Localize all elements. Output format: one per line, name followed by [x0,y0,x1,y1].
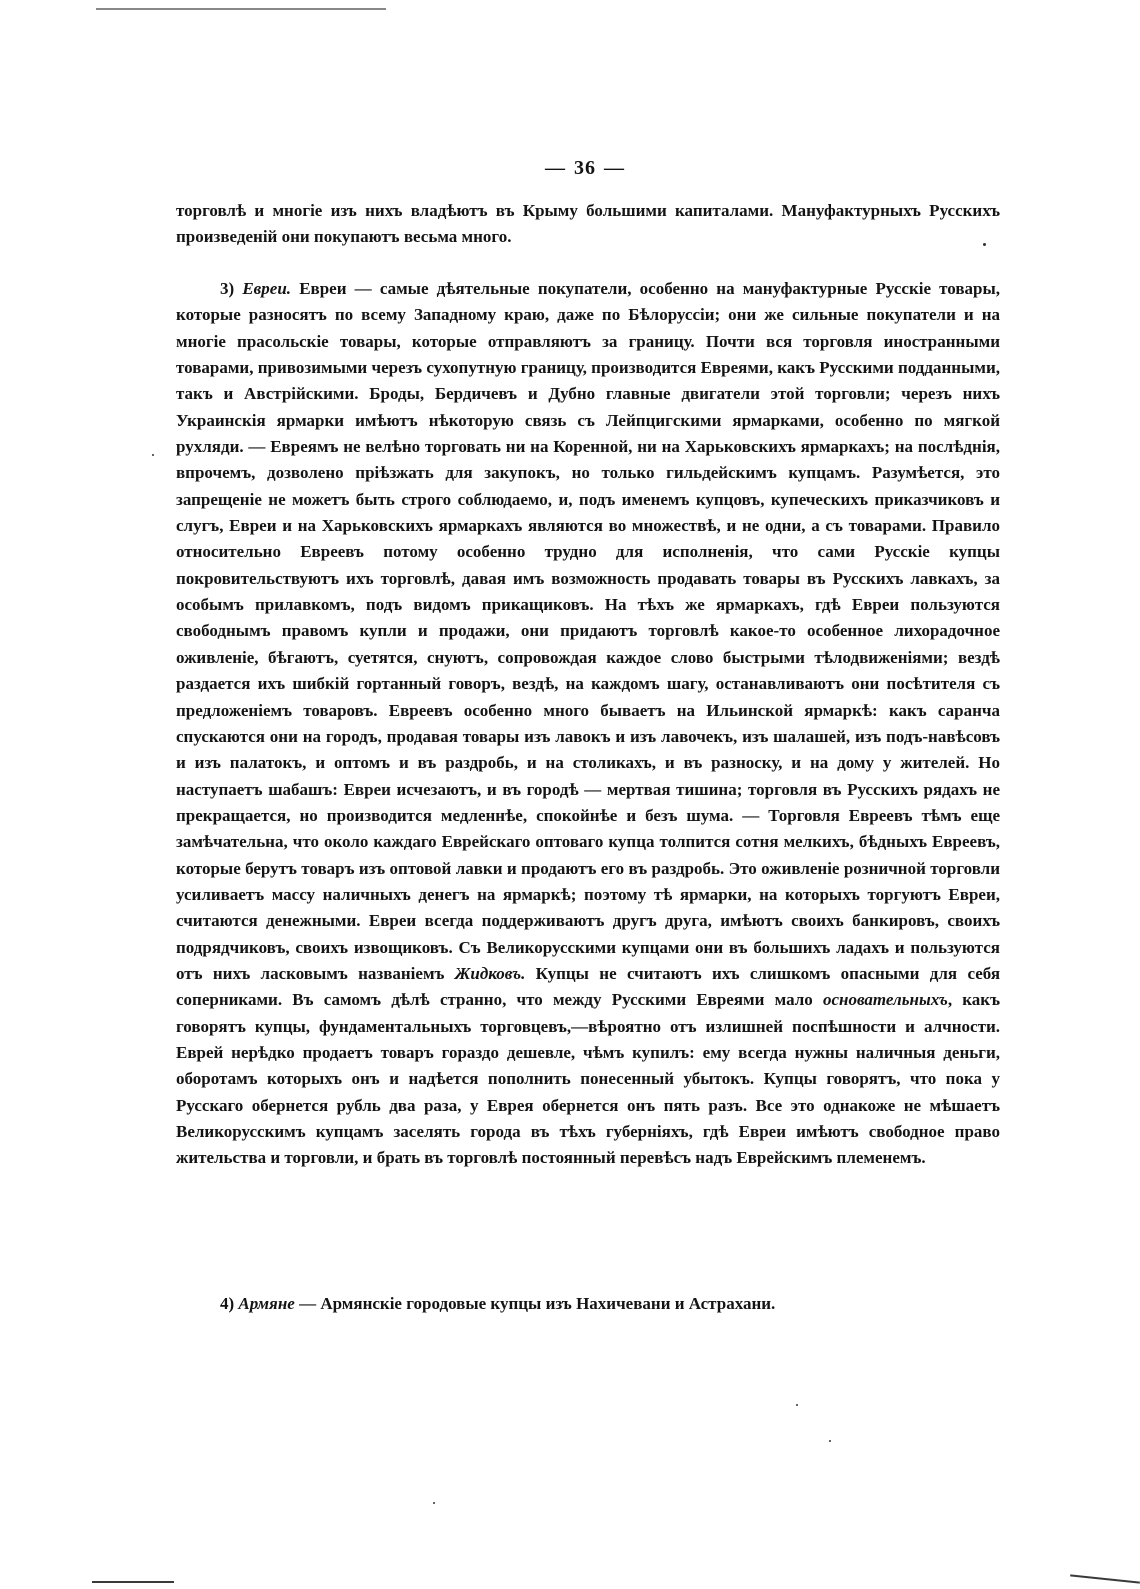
scan-artifact-top [96,8,386,10]
scan-speck [796,1404,798,1406]
emphasis-osnovatelnykh: основательныхъ [822,990,948,1010]
scan-speck [152,454,154,456]
paragraph-text-2: Купцы не считаютъ ихъ слишкомъ опасными для себя соперниками. Въ самомъ дѣлѣ странно, что между Русскими Евреями мало [176,963,1001,1010]
scan-speck [829,1440,831,1442]
paragraph-text: — Армянскіе городовые купцы изъ Нахичевани и Астрахани. [299,1294,776,1313]
section-number: 4) [220,1294,235,1313]
page-number-dash-right: — [604,157,625,179]
section-heading: Армяне [238,1294,295,1313]
paragraph-jews [176,276,1000,1172]
section-number: 3) [220,279,235,298]
scan-artifact-bottom-right [1070,1574,1140,1583]
paragraph-text: Евреи — самые дѣятельные покупатели, особенно на мануфактурные Русскіе товары, которые разносятъ по всему Западному краю, даже по Бѣлоруссіи; они же сильные покупатели и на многіе прасольскіе товары, которые отправляютъ за границу. Почти вся торговля иностранными товарами, привозимыми черезъ сухопутную границу, производится Евреями, какъ Русскими подданными, такъ и Австрійскими. Броды, Бердичевъ и Дубно главные двигатели этой торговли; черезъ нихъ Украинскія ярмарки имѣютъ нѣкоторую связь съ Лейпцигскими ярмарками, особенно по мягкой рухляди. — Евреямъ не велѣно торговать ни на Коренной, ни на Харьковскихъ ярмаркахъ; на послѣднія, впрочемъ, дозволено пріѣзжать для закупокъ, но только гильдейскимъ купцамъ. Разумѣется, это запрещеніе не можетъ быть строго соблюдаемо, и, подъ именемъ купцовъ, купеческихъ приказчиковъ и слугъ, Евреи и на Харьковскихъ ярмаркахъ являются во множествѣ, и не одни, а съ товарами. Правило относительно Евреевъ потому особенно трудно для исполненія, что сами Русскіе купцы покровительствуютъ ихъ торговлѣ, давая имъ возможность продавать товары въ Русскихъ лавкахъ, за особымъ прилавкомъ, подъ видомъ прикащиковъ. На тѣхъ же ярмаркахъ, гдѣ Евреи пользуются свободнымъ правомъ купли и продажи, они придаютъ торговлѣ какое-то особенное лихорадочное оживленіе, бѣгаютъ, суетятся, снуютъ, сопровождая каждое слово быстрыми тѣлодвиженіями; вездѣ раздается ихъ шибкій гортанный говоръ, вездѣ, на каждомъ шагу, останавливаютъ они посѣтителя съ предложеніемъ товаровъ. Евреевъ особенно много бываетъ на Ильинской ярмаркѣ: какъ саранча спускаются они на городъ, продавая товары изъ лавокъ и изъ лавочекъ, изъ шалашей, изъ подъ-навѣсовъ и изъ палатокъ, и оптомъ и въ раздробь, и на столикахъ, и въ разноску, и на дому у жителей. Но наступаетъ шабашъ: Евреи исчезаютъ, и въ городѣ — мертвая тишина; торговля въ Русскихъ рядахъ не прекращается, но производится медленнѣе, спокойнѣе и безъ шума. — Торговля Евреевъ тѣмъ еще замѣчательна, что около каждаго Еврейскаго оптоваго купца толпится сотня мелкихъ, бѣдныхъ Евреевъ, которые берутъ товаръ изъ оптовой лавки и продаютъ его въ раздробь. Это оживленіе розничной торговли усиливаетъ массу наличныхъ денегъ на ярмаркѣ; поэтому тѣ ярмарки, на которыхъ торгуютъ Евреи, считаются денежными. Евреи всегда поддерживаютъ другъ друга, имѣютъ своихъ банкировъ, своихъ подрядчиковъ, своихъ извощиковъ. Съ Великорусскими купцами они въ большихъ ладахъ и пользуются отъ нихъ ласковымъ названіемъ [176,279,1001,983]
scan-speck [433,1502,435,1504]
page-number-dash-left: — [545,157,566,179]
page-number-value: 36 [574,157,596,179]
paragraph-armenians [176,1291,1000,1317]
section-heading: Евреи. [242,279,292,298]
paragraph-continuation: торговлѣ и многіе изъ нихъ владѣютъ въ Крыму большими капиталами. Мануфактурныхъ Русскихъ произведеній они покупаютъ весьма много. [176,201,1000,247]
scan-artifact-bottom [92,1581,174,1583]
emphasis-zhidkov: Жидковъ. [454,963,526,983]
paragraph-text-3: , какъ говорятъ купцы, фундаментальныхъ торговцевъ,—вѣроятно отъ излишней поспѣшности и алчности. Еврей нерѣдко продаетъ товаръ гораздо дешевле, чѣмъ купилъ: ему всегда нужны наличныя деньги, оборотамъ которыхъ онъ и надѣется пополнить понесенный убытокъ. Купцы говорятъ, что пока у Русскаго обернется рубль два раза, у Еврея обернется онъ пять разъ. Все это однакоже не мѣшаетъ Великорусскимъ купцамъ заселять города въ тѣхъ губерніяхъ, гдѣ Евреи имѣютъ свободное право жительства и торговли, и брать въ торговлѣ постоянный перевѣсъ надъ Еврейскимъ племенемъ. [176,990,1001,1168]
page-number [0,157,1140,180]
